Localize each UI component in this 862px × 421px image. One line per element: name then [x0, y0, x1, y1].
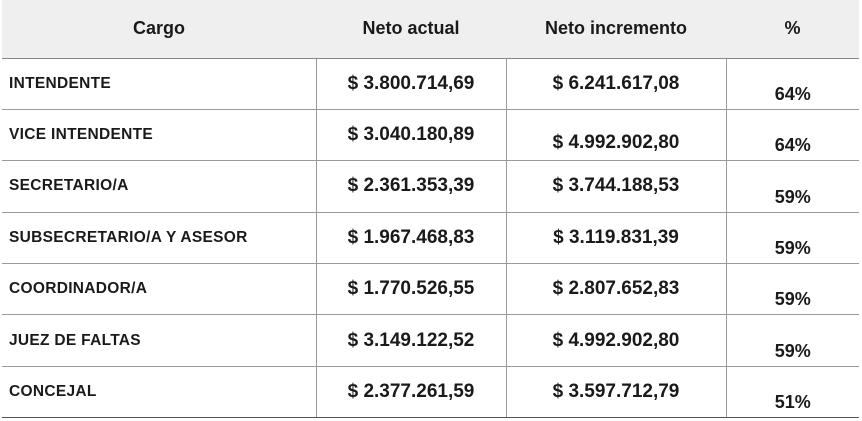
- table-row: [2, 366, 859, 417]
- neto-actual-cell: $ 2.361.353,39: [316, 161, 506, 212]
- neto-incremento-cell: $ 3.744.188,53: [506, 161, 726, 212]
- cargo-cell: VICE INTENDENTE: [2, 109, 316, 160]
- cargo-cell: SUBSECRETARIO/A Y ASESOR: [2, 212, 316, 263]
- header-percent: %: [726, 0, 859, 58]
- neto-actual-cell: $ 3.040.180,89: [316, 109, 506, 160]
- percent-cell: 59%: [726, 264, 859, 315]
- neto-incremento-cell: $ 4.992.902,80: [506, 109, 726, 160]
- percent-cell: 59%: [726, 161, 859, 212]
- neto-incremento-cell: $ 3.119.831,39: [506, 212, 726, 263]
- neto-incremento-cell: $ 4.992.902,80: [506, 315, 726, 366]
- table-header: [2, 0, 859, 58]
- percent-cell: 64%: [726, 58, 859, 109]
- table-row: [2, 264, 859, 315]
- cargo-cell: JUEZ DE FALTAS: [2, 315, 316, 366]
- percent-cell: 51%: [726, 366, 859, 417]
- salary-table: [2, 0, 859, 418]
- header-neto-incremento: Neto incremento: [506, 0, 726, 58]
- header-cargo: Cargo: [2, 0, 316, 58]
- table-row: [2, 109, 859, 160]
- neto-actual-cell: $ 2.377.261,59: [316, 366, 506, 417]
- table-row: [2, 58, 859, 109]
- neto-incremento-cell: $ 6.241.617,08: [506, 58, 726, 109]
- neto-actual-cell: $ 3.149.122,52: [316, 315, 506, 366]
- neto-actual-cell: $ 1.770.526,55: [316, 264, 506, 315]
- header-row: [2, 0, 859, 58]
- table-body: [2, 58, 859, 418]
- table-row: [2, 161, 859, 212]
- neto-incremento-cell: $ 3.597.712,79: [506, 366, 726, 417]
- cargo-cell: SECRETARIO/A: [2, 161, 316, 212]
- percent-cell: 59%: [726, 212, 859, 263]
- percent-cell: 64%: [726, 109, 859, 160]
- cargo-cell: CONCEJAL: [2, 366, 316, 417]
- table-row: [2, 212, 859, 263]
- cargo-cell: COORDINADOR/A: [2, 264, 316, 315]
- percent-cell: 59%: [726, 315, 859, 366]
- table-row: [2, 315, 859, 366]
- header-neto-actual: Neto actual: [316, 0, 506, 58]
- neto-actual-cell: $ 1.967.468,83: [316, 212, 506, 263]
- neto-incremento-cell: $ 2.807.652,83: [506, 264, 726, 315]
- cargo-cell: INTENDENTE: [2, 58, 316, 109]
- neto-actual-cell: $ 3.800.714,69: [316, 58, 506, 109]
